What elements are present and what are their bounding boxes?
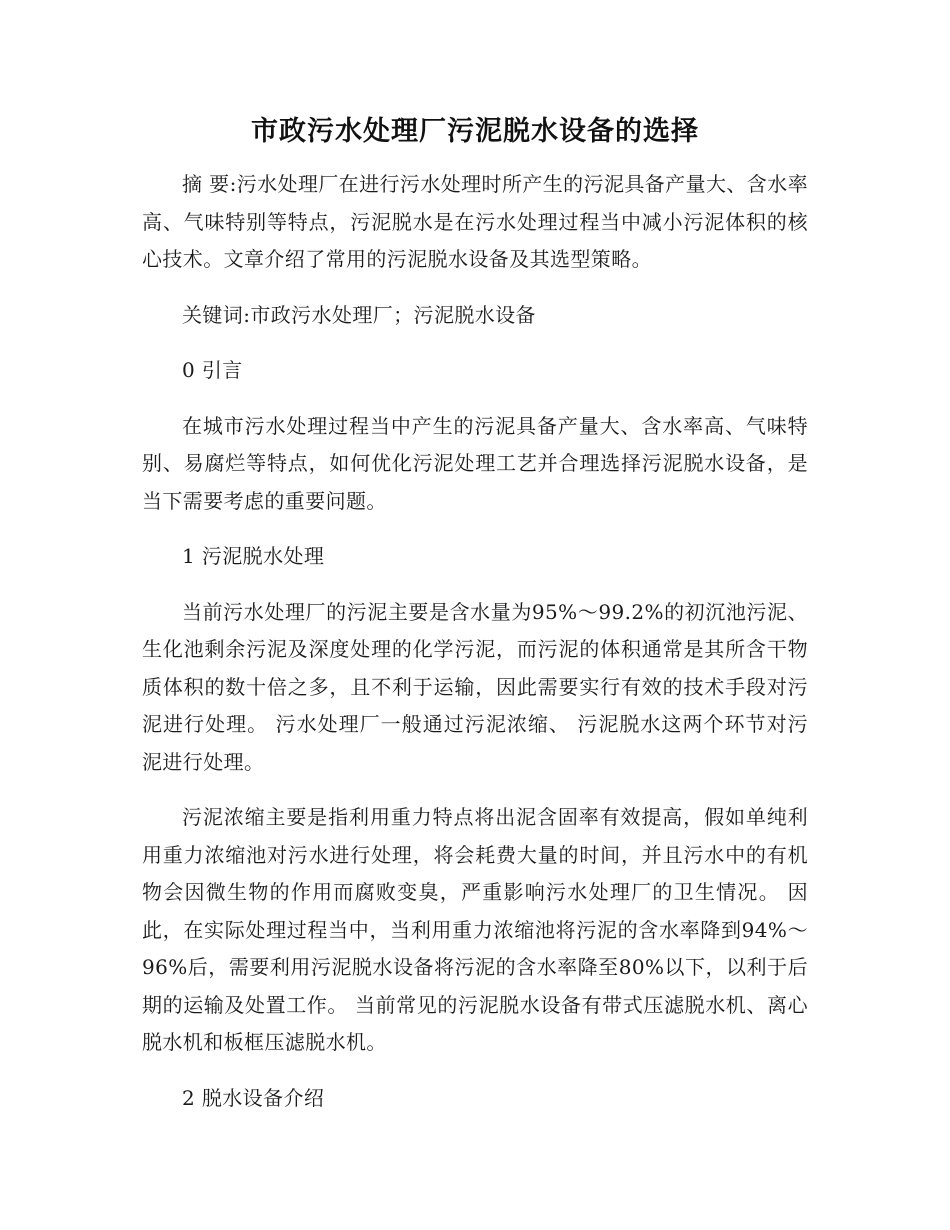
keywords-line: 关键词:市政污水处理厂；污泥脱水设备 [182,302,536,327]
introduction-paragraph: 在城市污水处理过程当中产生的污泥具备产量大、含水率高、气味特别、易腐烂等特点，如何优化污泥处理工艺并合理选择污泥脱水设备，是当下需要考虑的重要问题。 [142,413,808,513]
sludge-dewatering-paragraph-1: 当前污水处理厂的污泥主要是含水量为95%～99.2%的初沉池污泥、生化池剩余污泥及深度处理的化学污泥，而污泥的体积通常是其所含干物质体积的数十倍之多，且不利于运输，因此需要实行有效的技术手段对污泥进行处理。 污水处理厂一般通过污泥浓缩、 污泥脱水这两个环节对污泥进行处理。 [142,599,808,774]
sludge-dewatering-paragraph-2: 污泥浓缩主要是指利用重力特点将出泥含固率有效提高，假如单纯利用重力浓缩池对污水进行处理，将会耗费大量的时间，并且污水中的有机物会因微生物的作用而腐败变臭，严重影响污水处理厂的卫生情况。 因此，在实际处理过程当中，当利用重力浓缩池将污泥的含水率降到94%～96%后，需要利用污泥脱水设备将污泥的含水率降至80%以下，以利于后期的运输及处置工作。 当前常见的污泥脱水设备有带式压滤脱水机、离心脱水机和板框压滤脱水机。 [142,805,808,1054]
section-heading-introduction: 0 引言 [182,358,243,382]
document-title: 市政污水处理厂污泥脱水设备的选择 [251,116,699,147]
abstract-paragraph: 摘 要:污水处理厂在进行污水处理时所产生的污泥具备产量大、含水率高、气味特别等特点，污泥脱水是在污水处理过程当中减小污泥体积的核心技术。文章介绍了常用的污泥脱水设备及其选型策略。 [142,172,808,271]
document-body [142,112,808,1117]
section-heading-equipment: 2 脱水设备介绍 [182,1085,325,1110]
section-heading-sludge-dewatering: 1 污泥脱水处理 [182,544,325,568]
